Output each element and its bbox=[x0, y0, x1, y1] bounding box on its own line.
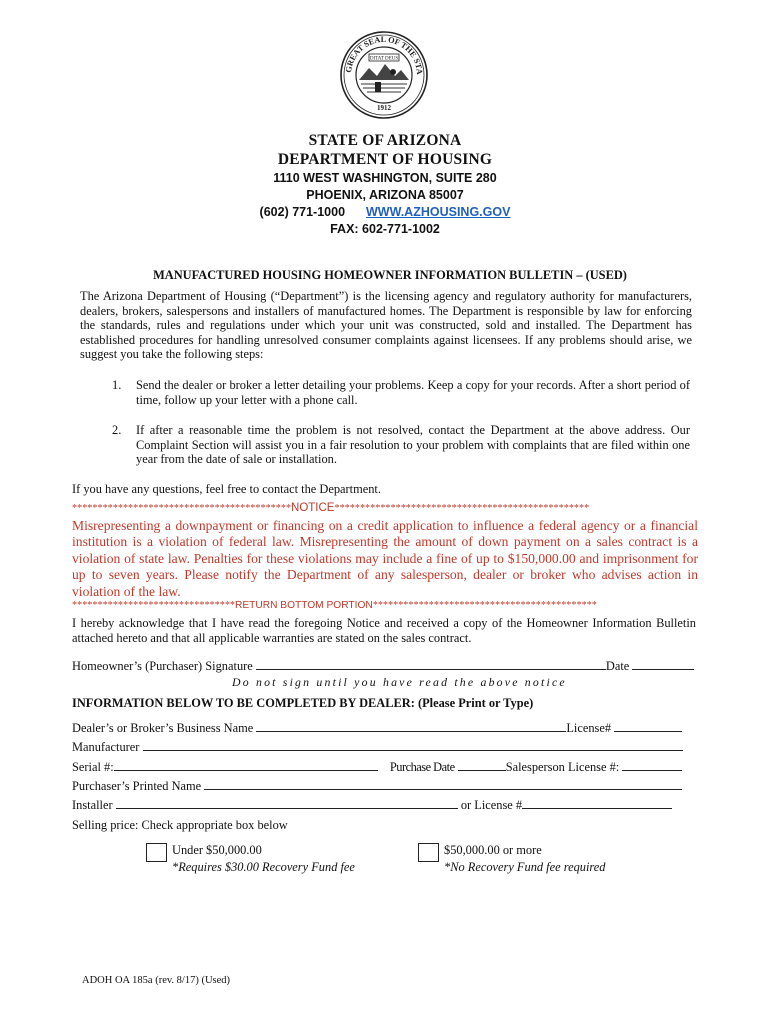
business-name-label: Dealer’s or Broker’s Business Name bbox=[72, 721, 254, 735]
step-text: Send the dealer or broker a letter detailing your problems. Keep a copy for your records. After a short period of time, follow up your letter with a phone call. bbox=[136, 378, 690, 407]
seal-year: 1912 bbox=[377, 104, 391, 112]
address-street: 1110 WEST WASHINGTON, SUITE 280 bbox=[273, 171, 497, 185]
acknowledge-text: I hereby acknowledge that I have read the foregoing Notice and received a copy of the Homeowner Information Bulletin attached hereto and that all applicable warranties are stated on the sales contract. bbox=[72, 616, 696, 645]
questions-text: If you have any questions, feel free to contact the Department. bbox=[72, 482, 381, 496]
manufacturer-field[interactable] bbox=[143, 750, 683, 751]
stars: ******************************** bbox=[72, 600, 235, 611]
stars: ******************************************** bbox=[372, 600, 597, 611]
state-seal bbox=[339, 30, 429, 120]
license-label: License# bbox=[566, 721, 612, 735]
stars: ************************************************** bbox=[334, 503, 590, 514]
serial-row bbox=[72, 760, 682, 775]
purchase-date-field[interactable] bbox=[458, 770, 506, 771]
notice-label: NOTICE bbox=[291, 502, 335, 514]
return-label: RETURN BOTTOM PORTION bbox=[235, 600, 373, 611]
step-number: 2. bbox=[112, 423, 122, 437]
over-50000-label: $50,000.00 or more bbox=[444, 843, 542, 857]
installer-license-field[interactable] bbox=[522, 808, 672, 809]
signature-row bbox=[72, 659, 694, 674]
intro-paragraph: The Arizona Department of Housing (“Department”) is the licensing agency and regulatory authority for manufacturers, dealers, brokers, salespersons and installers of manufactured homes. The Department is responsible by law for enforcing the standards, rules and regulations under which your unit was constructed, sold and installed. The Department has established procedures for handling unresolved consumer complaints against licensees. If any problems should arise, we suggest you take the following steps: bbox=[80, 289, 692, 362]
form-id: ADOH OA 185a (rev. 8/17) (Used) bbox=[82, 975, 231, 986]
contact-line bbox=[0, 205, 770, 219]
or-license-label: or License # bbox=[460, 798, 523, 812]
purchaser-name-field[interactable] bbox=[204, 789, 682, 790]
installer-label: Installer bbox=[72, 798, 113, 812]
selling-price-label: Selling price: Check appropriate box below bbox=[72, 818, 288, 832]
step-1 bbox=[112, 378, 690, 407]
step-2 bbox=[112, 423, 690, 467]
manufacturer-row bbox=[72, 740, 683, 755]
purchaser-name-row bbox=[72, 779, 682, 794]
purchaser-name-label: Purchaser’s Printed Name bbox=[72, 779, 202, 793]
serial-field[interactable] bbox=[114, 770, 378, 771]
over-50000-note: *No Recovery Fund fee required bbox=[444, 860, 606, 874]
manufacturer-label: Manufacturer bbox=[72, 740, 140, 754]
purchase-date-label: Purchase Date bbox=[389, 760, 455, 774]
step-text: If after a reasonable time the problem is not resolved, contact the Department at the above address. Our Complaint Section will assist you in a fair resolution to your problem with complaints that are filed within one year from the date of sale or installation. bbox=[136, 423, 690, 467]
notice-text: Misrepresenting a downpayment or financing on a credit application to influence a federal agency or a financial institution is a violation of federal law. Misrepresenting the amount of down payment on a sales contract is a violation of state law. Penalties for these violations may include a fine of up to $150,000.00 and imprisonment for up to seven years. Please notify the Department of any salesperson, dealer or broker who advises action in violation of the law. bbox=[72, 518, 698, 599]
bulletin-title: MANUFACTURED HOUSING HOMEOWNER INFORMATION BULLETIN – (USED) bbox=[153, 268, 627, 282]
signature-label: Homeowner’s (Purchaser) Signature bbox=[72, 659, 253, 673]
state-title: STATE OF ARIZONA bbox=[308, 132, 462, 149]
dealer-heading: INFORMATION BELOW TO BE COMPLETED BY DEALER: (Please Print or Type) bbox=[72, 696, 534, 710]
business-name-field[interactable] bbox=[256, 731, 566, 732]
under-50000-checkbox[interactable] bbox=[146, 843, 167, 862]
sign-warning: Do not sign until you have read the above notice bbox=[232, 675, 567, 689]
installer-field[interactable] bbox=[116, 808, 458, 809]
website-link[interactable]: WWW.AZHOUSING.GOV bbox=[366, 205, 511, 219]
license-field[interactable] bbox=[614, 731, 682, 732]
seal-motto: DITAT DEUS bbox=[369, 56, 399, 62]
date-field[interactable] bbox=[632, 669, 694, 670]
seal-icon bbox=[339, 30, 429, 120]
under-50000-note: *Requires $30.00 Recovery Fund fee bbox=[172, 860, 355, 874]
phone-number: (602) 771-1000 bbox=[259, 205, 346, 219]
installer-row bbox=[72, 798, 672, 813]
date-label: Date bbox=[605, 659, 630, 673]
salesperson-label: Salesperson License #: bbox=[505, 760, 620, 774]
fax-number: FAX: 602-771-1002 bbox=[330, 222, 440, 236]
address-city: PHOENIX, ARIZONA 85007 bbox=[306, 188, 464, 202]
business-name-row bbox=[72, 721, 682, 736]
step-number: 1. bbox=[112, 378, 122, 392]
under-50000-label: Under $50,000.00 bbox=[172, 843, 262, 857]
signature-field[interactable] bbox=[256, 669, 606, 670]
stars: ******************************************* bbox=[72, 503, 292, 514]
seal-text: GREAT SEAL OF THE STA bbox=[343, 34, 425, 75]
over-50000-checkbox[interactable] bbox=[418, 843, 439, 862]
notice-divider bbox=[72, 502, 696, 514]
department-title: DEPARTMENT OF HOUSING bbox=[277, 151, 493, 168]
serial-label: Serial #: bbox=[72, 760, 114, 774]
return-divider bbox=[72, 600, 696, 611]
salesperson-field[interactable] bbox=[622, 770, 682, 771]
